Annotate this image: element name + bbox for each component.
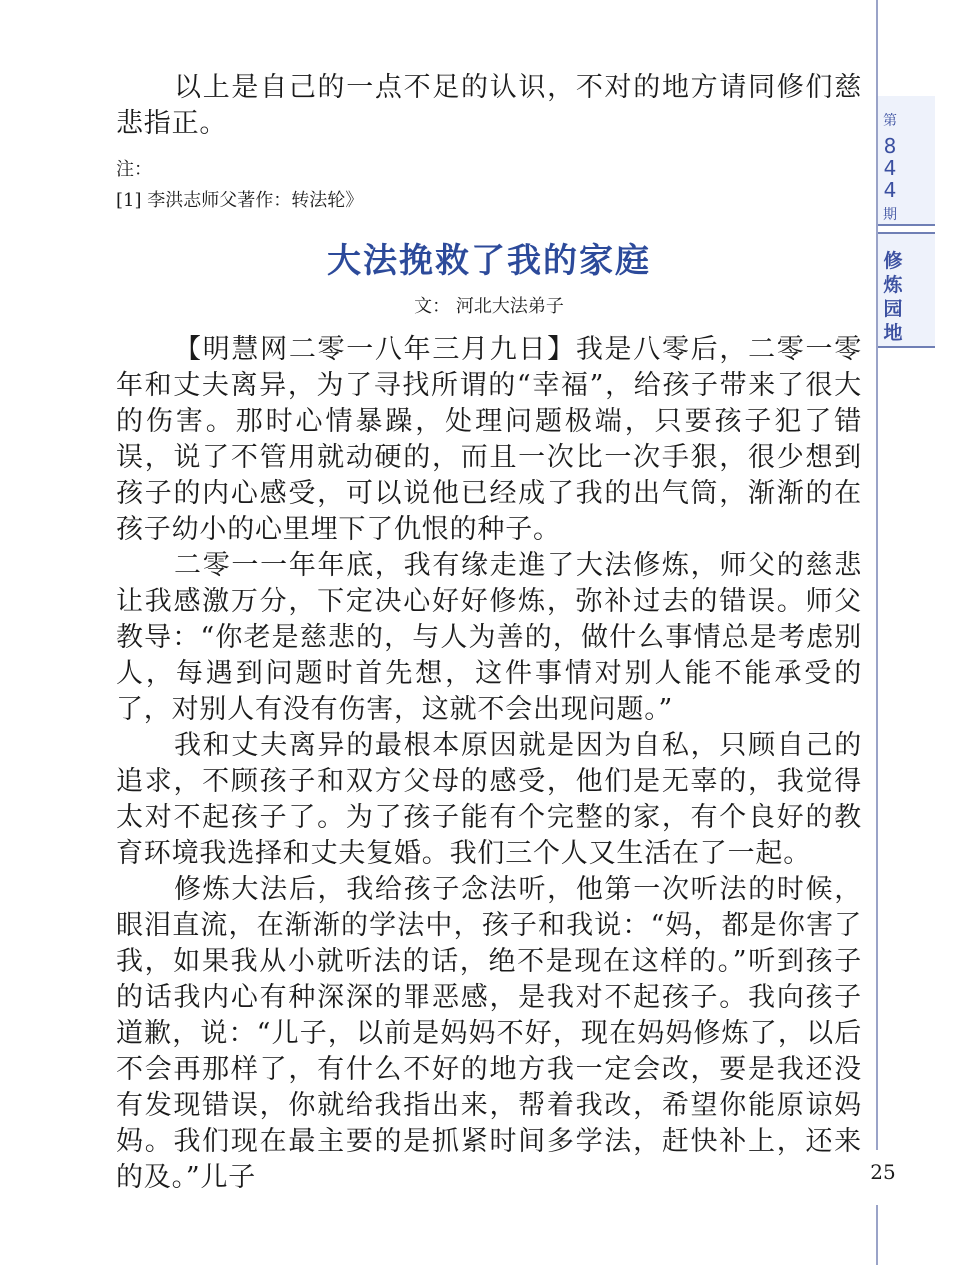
article-byline: 文： 河北大法弟子	[414, 296, 564, 317]
previous-article-closing: 以上是自己的一点不足的认识，不对的地方请同修们慈悲指正。	[116, 72, 862, 139]
margin-rule-bottom	[876, 1205, 878, 1265]
notes-label: 注：	[116, 159, 152, 180]
article-title: 大法挽救了我的家庭	[327, 241, 651, 281]
issue-digit: 4	[883, 156, 897, 180]
issue-tab	[878, 96, 935, 226]
article-paragraph: 【明慧网二零一八年三月九日】我是八零后，二零一零年和丈夫离异，为了寻找所谓的“幸福”，给孩子带来了很大的伤害。那时心情暴躁，处理问题极端，只要孩子犯了错误，说了不管用就动硬的，而且一次比一次手狠，很少想到孩子的内心感受，可以说他已经成了我的出气筒，渐渐的在孩子幼小的心里埋下了仇恨的种子。	[116, 334, 862, 545]
issue-prefix: 第	[883, 113, 897, 129]
note-item: [1] 李洪志师父著作：转法轮》	[116, 190, 364, 211]
issue-digit: 4	[883, 178, 897, 202]
article-paragraph: 我和丈夫离异的最根本原因就是因为自私，只顾自己的追求，不顾孩子和双方父母的感受，他们是无辜的，我觉得太对不起孩子了。为了孩子能有个完整的家，有个良好的教育环境我选择和丈夫复婚。我们三个人又生活在了一起。	[116, 730, 862, 869]
issue-digit: 8	[883, 134, 897, 158]
article-paragraph: 修炼大法后，我给孩子念法听，他第一次听法的时候，眼泪直流，在渐渐的学法中，孩子和我说：“妈，都是你害了我，如果我从小就听法的话，绝不是现在这样的。”听到孩子的话我内心有种深深的罪恶感，是我对不起孩子。我向孩子道歉，说：“儿子，以前是妈妈不好，现在妈妈修炼了，以后不会再那样了，有什么不好的地方我一定会改，要是我还没有发现错误，你就给我指出来，帮着我改，希望你能原谅妈妈。我们现在最主要的是抓紧时间多学法，赶快补上，还来的及。”儿子	[116, 874, 862, 1193]
article-paragraph: 二零一一年年底，我有缘走進了大法修炼，师父的慈悲让我感激万分，下定决心好好修炼，弥补过去的错误。师父教导：“你老是慈悲的，与人为善的，做什么事情总是考虑别人，每遇到问题时首先想，这件事情对别人能不能承受的了，对别人有没有伤害，这就不会出现问题。”	[116, 550, 862, 725]
section-char: 园	[883, 298, 903, 320]
section-tab	[878, 232, 935, 348]
section-char: 地	[883, 322, 903, 344]
section-char: 炼	[883, 274, 903, 296]
issue-suffix: 期	[883, 207, 897, 223]
page-number: 25	[870, 1160, 896, 1184]
section-char: 修	[883, 250, 903, 272]
